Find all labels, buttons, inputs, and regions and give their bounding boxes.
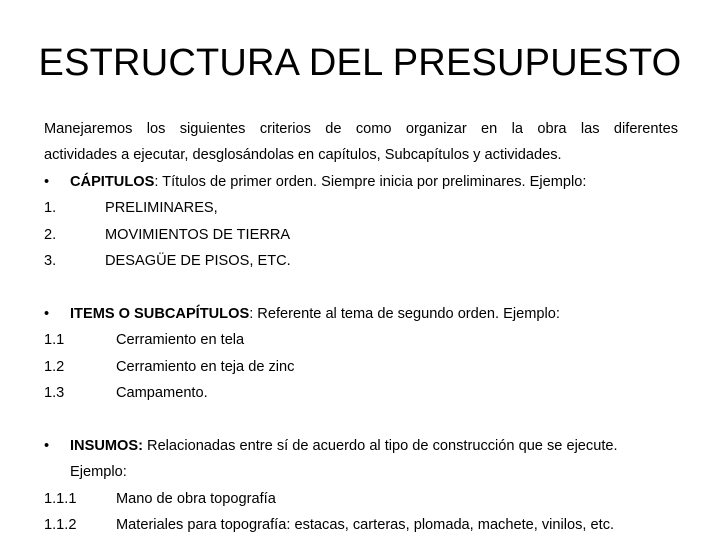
- spacer: [44, 274, 678, 300]
- bullet-capitulos: [44, 169, 678, 195]
- subcapitulos-term: ITEMS O SUBCAPÍTULOS: [70, 305, 250, 322]
- list-item-number: 1.: [44, 200, 57, 217]
- spacer: [44, 406, 678, 432]
- insumos-term: INSUMOS:: [70, 437, 143, 454]
- list-item-label: Mano de obra topografía: [116, 490, 276, 507]
- list-item: [44, 195, 678, 221]
- list-item: [44, 380, 678, 406]
- list-item-label: MOVIMIENTOS DE TIERRA: [105, 226, 291, 243]
- capitulos-term: CÁPITULOS: [70, 173, 155, 190]
- list-item-label: Cerramiento en teja de zinc: [116, 358, 295, 375]
- list-item: [44, 248, 678, 274]
- bullet-subcapitulos: [44, 301, 678, 327]
- list-item: [44, 512, 678, 538]
- list-item-label: PRELIMINARES,: [105, 200, 218, 217]
- intro-paragraph: [44, 116, 678, 169]
- bullet-icon: •: [44, 305, 50, 322]
- slide-body: [44, 116, 678, 538]
- intro-line-1: Manejaremos los siguientes criterios de como organizar en la obra las diferentes: [44, 121, 678, 137]
- list-item: [44, 327, 678, 353]
- capitulos-text: : Títulos de primer orden. Siempre inicia por preliminares. Ejemplo:: [154, 173, 587, 190]
- list-item: [44, 354, 678, 380]
- bullet-icon: •: [44, 437, 50, 454]
- bullet-insumos: [44, 433, 678, 459]
- list-item-label: Materiales para topografía: estacas, carteras, plomada, machete, vinilos, etc.: [116, 516, 615, 533]
- list-item-number: 3.: [44, 252, 57, 269]
- insumos-continuation: Ejemplo:: [70, 464, 127, 481]
- slide-title: ESTRUCTURA DEL PRESUPUESTO: [38, 42, 682, 84]
- intro-line-2: actividades a ejecutar, desglosándolas en capítulos, Subcapítulos y actividades.: [44, 147, 562, 164]
- list-item: [44, 486, 678, 512]
- list-item-number: 1.1: [44, 332, 65, 349]
- list-item-number: 1.2: [44, 358, 65, 375]
- list-item-number: 1.1.2: [44, 516, 77, 533]
- insumos-text: Relacionadas entre sí de acuerdo al tipo de construcción que se ejecute.: [142, 437, 618, 454]
- bullet-icon: •: [44, 173, 50, 190]
- list-item-label: DESAGÜE DE PISOS, ETC.: [105, 252, 291, 269]
- list-item: [44, 222, 678, 248]
- list-item-label: Cerramiento en tela: [116, 332, 245, 349]
- list-item-number: 1.3: [44, 384, 65, 401]
- list-item-label: Campamento.: [116, 384, 208, 401]
- subcapitulos-text: : Referente al tema de segundo orden. Ejemplo:: [249, 305, 560, 322]
- list-item-number: 2.: [44, 226, 57, 243]
- list-item-number: 1.1.1: [44, 490, 77, 507]
